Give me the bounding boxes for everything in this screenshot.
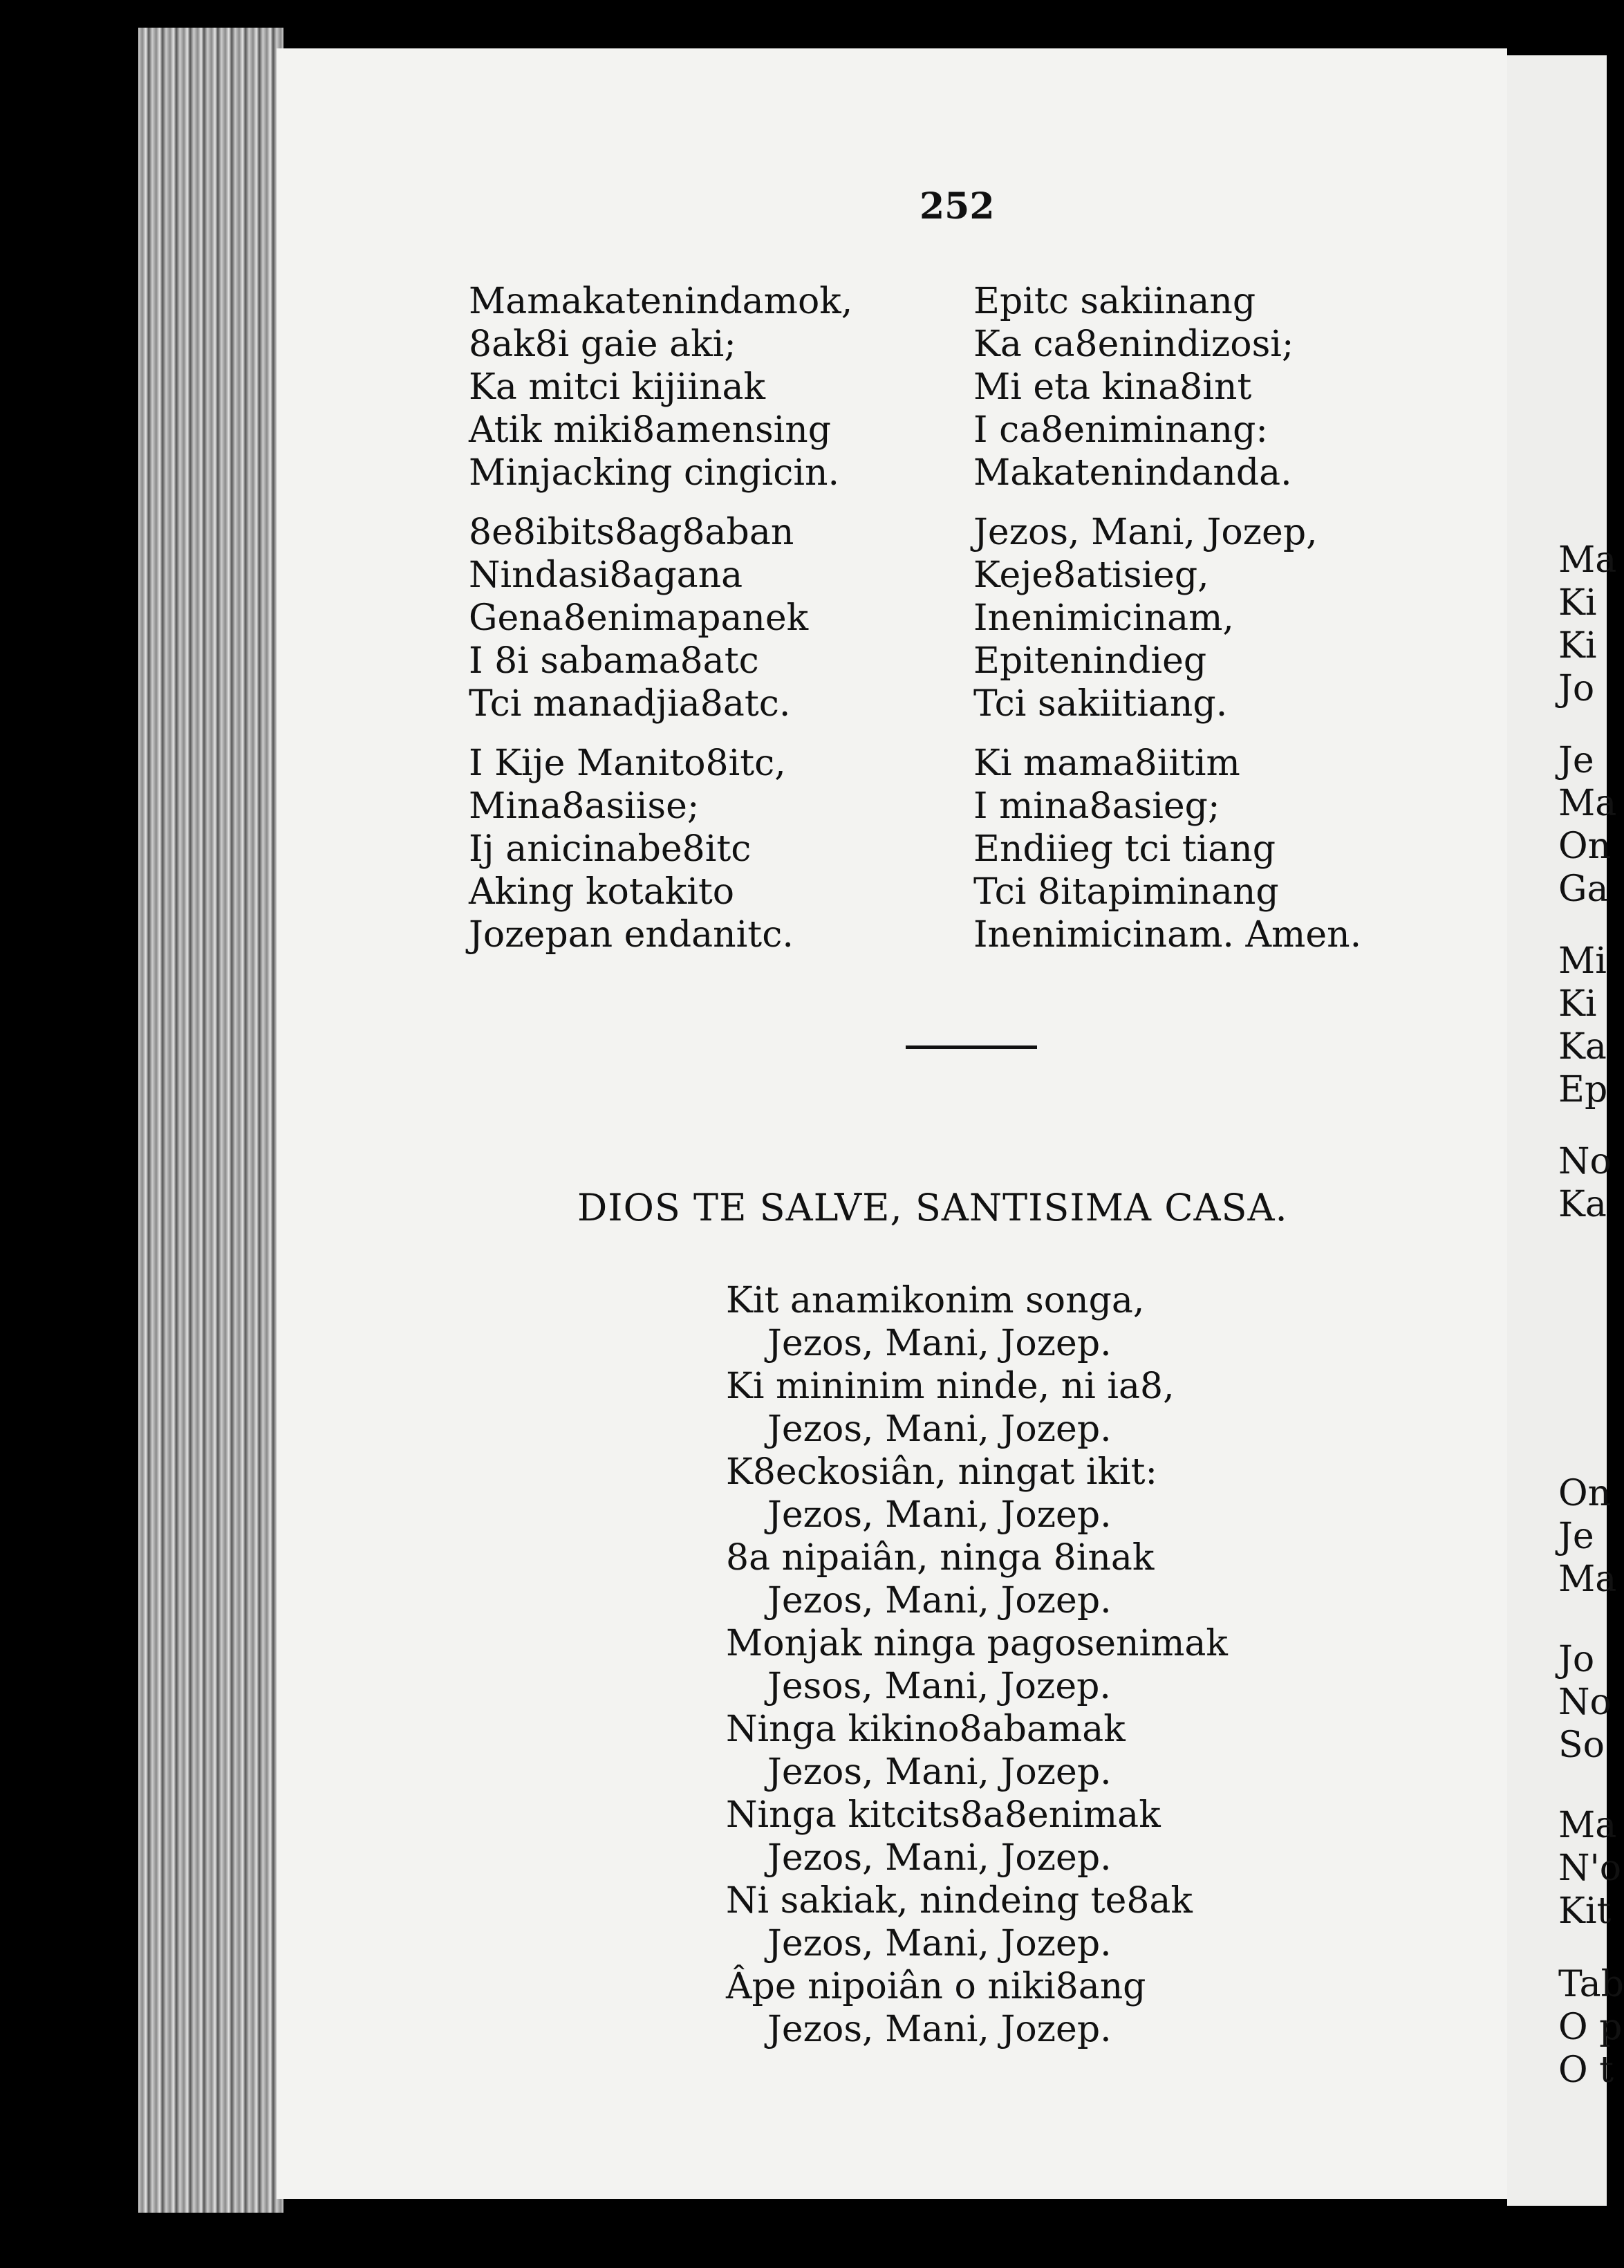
- adjacent-page-text: O t: [1558, 2049, 1614, 2091]
- adjacent-page-text: Ma: [1558, 1559, 1617, 1600]
- litany-call: Kit anamikonim songa,: [726, 1280, 1145, 1321]
- verse-line: Aking kotakito: [469, 871, 735, 913]
- page-number: 252: [920, 185, 995, 227]
- verse-line: Ki mama8iitim: [973, 743, 1240, 784]
- adjacent-page-text: Jo: [1558, 668, 1595, 709]
- verse-line: I Kije Manito8itc,: [469, 743, 786, 784]
- verse-line: Gena8enimapanek: [469, 597, 809, 639]
- verse-line: Inenimicinam,: [973, 597, 1234, 639]
- litany-call: 8a nipaiân, ninga 8inak: [726, 1537, 1155, 1579]
- adjacent-page-text: Jo: [1558, 1639, 1595, 1680]
- adjacent-page-text: Ki: [1558, 625, 1597, 667]
- adjacent-page-text: No: [1558, 1141, 1612, 1182]
- adjacent-page-text: Ki: [1558, 983, 1597, 1025]
- adjacent-page-text: O p: [1558, 2007, 1623, 2048]
- verse-line: Tci sakiitiang.: [973, 683, 1228, 725]
- verse-line: I ca8eniminang:: [973, 409, 1268, 451]
- verse-line: Epitenindieg: [973, 640, 1207, 682]
- litany-call: Ki mininim ninde, ni ia8,: [726, 1366, 1175, 1407]
- verse-line: 8ak8i gaie aki;: [469, 324, 736, 365]
- verse-line: Jezos, Mani, Jozep,: [973, 512, 1318, 553]
- adjacent-page-text: Ka: [1558, 1184, 1607, 1225]
- verse-line: Ij anicinabe8itc: [469, 828, 752, 870]
- verse-line: 8e8ibits8ag8aban: [469, 512, 794, 553]
- adjacent-page-text: Ka: [1558, 1026, 1607, 1068]
- book-spine: [138, 28, 283, 2213]
- hymn-left-column: [469, 280, 852, 956]
- verse-line: Mi eta kina8int: [973, 366, 1252, 408]
- verse-line: Ka ca8enindizosi;: [973, 324, 1294, 365]
- verse-line: Mina8asiise;: [469, 786, 700, 827]
- adjacent-page: [1507, 55, 1624, 2206]
- litany-response: Jezos, Mani, Jozep.: [767, 1494, 1112, 1536]
- litany-call: Âpe nipoiân o niki8ang: [726, 1966, 1146, 2007]
- litany-call: Monjak ninga pagosenimak: [726, 1623, 1228, 1664]
- adjacent-page-text: Je: [1558, 740, 1594, 781]
- adjacent-page-text: Ki: [1558, 582, 1597, 624]
- adjacent-page-text: On: [1558, 1473, 1612, 1514]
- hymn-title: DIOS TE SALVE, SANTISIMA CASA.: [577, 1186, 1288, 1229]
- adjacent-page-text: Ma: [1558, 1805, 1617, 1846]
- verse-line: Makatenindanda.: [973, 452, 1292, 494]
- verse-line: Atik miki8amensing: [469, 409, 832, 451]
- litany-response: Jezos, Mani, Jozep.: [767, 1923, 1112, 1964]
- adjacent-page-text: Je: [1558, 1516, 1594, 1557]
- litany-response: Jezos, Mani, Jozep.: [767, 1837, 1112, 1879]
- litany-response: Jezos, Mani, Jozep.: [767, 2009, 1112, 2050]
- verse-line: Tci manadjia8atc.: [469, 683, 791, 725]
- verse-line: Mamakatenindamok,: [469, 281, 853, 322]
- section-divider: [906, 1045, 1037, 1049]
- adjacent-page-text: N'o: [1558, 1848, 1622, 1889]
- litany-response: Jezos, Mani, Jozep.: [767, 1409, 1112, 1450]
- adjacent-page-text: Ep: [1558, 1069, 1608, 1110]
- verse-line: Inenimicinam. Amen.: [973, 914, 1362, 956]
- litany-response: Jezos, Mani, Jozep.: [767, 1580, 1112, 1621]
- adjacent-page-text: On: [1558, 826, 1612, 867]
- verse-line: Nindasi8agana: [469, 555, 743, 596]
- adjacent-page-text: So: [1558, 1725, 1605, 1766]
- litany-response: Jesos, Mani, Jozep.: [767, 1666, 1111, 1707]
- verse-line: Jozepan endanitc.: [469, 914, 794, 956]
- litany-call: Ninga kikino8abamak: [726, 1709, 1126, 1750]
- verse-line: Epitc sakiinang: [973, 281, 1256, 322]
- adjacent-page-text: Ma: [1558, 539, 1617, 581]
- litany-call: Ni sakiak, nindeing te8ak: [726, 1880, 1193, 1922]
- verse-line: Tci 8itapiminang: [973, 871, 1279, 913]
- verse-line: I mina8asieg;: [973, 786, 1220, 827]
- adjacent-page-text: Ma: [1558, 783, 1617, 824]
- adjacent-page-text: Kit: [1558, 1890, 1612, 1932]
- verse-line: Endiieg tci tiang: [973, 828, 1276, 870]
- litany-call: Ninga kitcits8a8enimak: [726, 1794, 1161, 1836]
- litany-verses: [726, 1279, 1228, 2051]
- litany-response: Jezos, Mani, Jozep.: [767, 1323, 1112, 1364]
- litany-response: Jezos, Mani, Jozep.: [767, 1751, 1112, 1793]
- adjacent-page-text: Tab: [1558, 1964, 1624, 2005]
- verse-line: Keje8atisieg,: [973, 555, 1209, 596]
- verse-line: Ka mitci kijiinak: [469, 366, 766, 408]
- litany-call: K8eckosiân, ningat ikit:: [726, 1451, 1158, 1493]
- hymn-right-column: [973, 280, 1361, 956]
- verse-line: I 8i sabama8atc: [469, 640, 759, 682]
- adjacent-page-text: Mi: [1558, 940, 1607, 982]
- adjacent-page-text: No: [1558, 1682, 1612, 1723]
- adjacent-page-text: Ga: [1558, 868, 1609, 910]
- verse-line: Minjacking cingicin.: [469, 452, 839, 494]
